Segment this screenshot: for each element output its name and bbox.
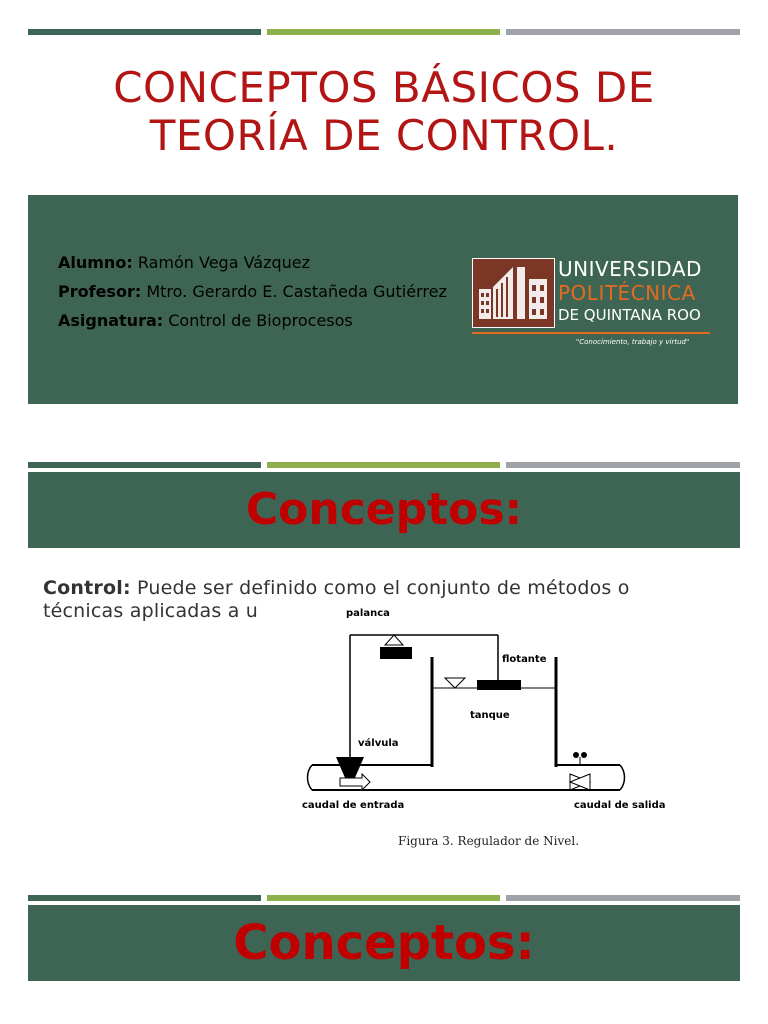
accent-bars-top: [28, 29, 740, 35]
accent-bar-gray: [506, 29, 740, 35]
accent-bar-green: [28, 462, 261, 468]
accent-bars-slide2: [28, 462, 740, 468]
definition-text-2: técnicas aplicadas a u: [43, 600, 259, 622]
label-caudal-salida: caudal de salida: [574, 800, 666, 811]
logo-text-quintana-roo: DE QUINTANA ROO: [558, 306, 701, 324]
profesor-label: Profesor:: [58, 282, 142, 301]
level-regulator-diagram: [290, 602, 684, 832]
alumno-row: [58, 252, 458, 274]
profesor-value: Mtro. Gerardo E. Castañeda Gutiérrez: [146, 282, 447, 301]
asignatura-value: Control de Bioprocesos: [168, 311, 353, 330]
slide3-header: [28, 905, 740, 981]
label-palanca: palanca: [346, 608, 390, 619]
logo-building-icon: [472, 258, 555, 328]
slide-title-line2: TEORÍA DE CONTROL.: [149, 111, 619, 160]
author-info: [58, 252, 458, 339]
level-regulator-figure: [290, 602, 684, 860]
accent-bar-lime: [267, 29, 500, 35]
accent-bar-gray: [506, 895, 740, 901]
logo-divider: [472, 332, 710, 334]
control-term: Control:: [43, 577, 131, 599]
logo-slogan: "Conocimiento, trabajo y virtud": [576, 338, 690, 346]
slide3-heading: Conceptos:: [233, 915, 535, 971]
slide2-heading: Conceptos:: [245, 484, 523, 535]
accent-bar-lime: [267, 895, 500, 901]
definition-text-1: Puede ser definido como el conjunto de métodos o: [137, 577, 630, 599]
alumno-value: Ramón Vega Vázquez: [137, 253, 311, 272]
figure-caption: Figura 3. Regulador de Nivel.: [398, 834, 580, 848]
accent-bar-gray: [506, 462, 740, 468]
logo-text-universidad: UNIVERSIDAD: [558, 257, 702, 281]
logo-text-politecnica: POLITÉCNICA: [558, 281, 696, 305]
asignatura-row: [58, 310, 458, 332]
asignatura-label: Asignatura:: [58, 311, 164, 330]
definition-line1: [43, 577, 743, 600]
info-panel: [28, 195, 738, 404]
alumno-label: Alumno:: [58, 253, 133, 272]
accent-bar-green: [28, 29, 261, 35]
accent-bar-lime: [267, 462, 500, 468]
slide-title: [0, 64, 768, 160]
slide2-header: [28, 472, 740, 548]
label-flotante: flotante: [502, 654, 547, 665]
label-tanque: tanque: [470, 710, 510, 721]
profesor-row: [58, 281, 458, 303]
label-caudal-entrada: caudal de entrada: [302, 800, 405, 811]
university-logo: [472, 258, 717, 348]
label-valvula: válvula: [358, 738, 399, 749]
slide-title-line1: CONCEPTOS BÁSICOS DE: [113, 63, 655, 112]
accent-bars-slide3: [28, 895, 740, 901]
accent-bar-green: [28, 895, 261, 901]
